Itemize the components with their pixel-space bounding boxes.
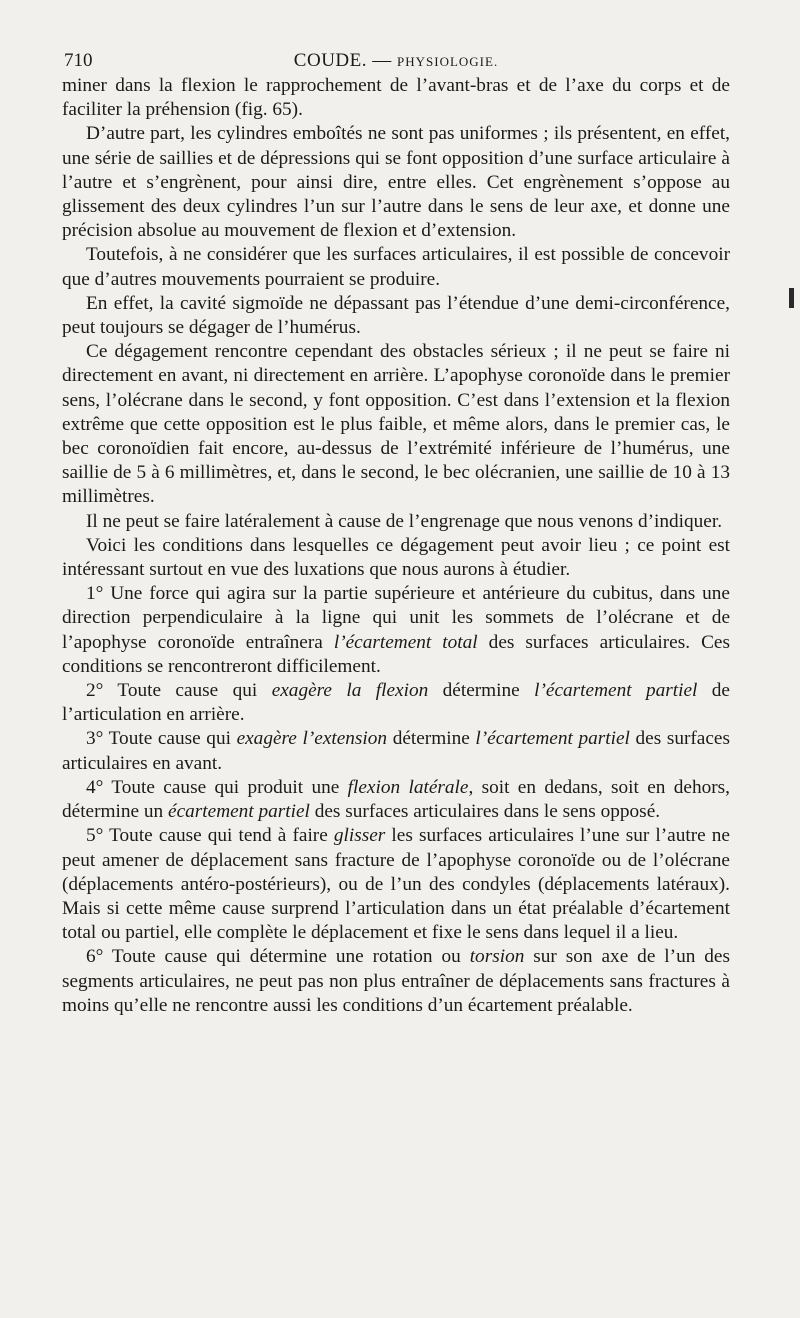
text-run: de l’articulation en arrière. xyxy=(62,680,730,726)
text-run: 5° Toute cause qui tend à faire xyxy=(86,825,334,847)
italic-phrase: glisser xyxy=(333,825,386,847)
text-run: 4° Toute cause qui produit une xyxy=(86,776,348,798)
text-run: 3° Toute cause qui xyxy=(86,728,237,750)
paragraph xyxy=(62,679,730,727)
text-run: des surfaces articulaires dans le sens opposé. xyxy=(309,801,661,823)
text-run: Voici les conditions dans lesquelles ce dégagement peut avoir lieu ; ce point est intéressant surtout en vue des luxations que nous aurons à étudier. xyxy=(62,534,730,581)
text-run: 6° Toute cause qui détermine une rotation ou xyxy=(86,946,470,968)
text-run: détermine xyxy=(428,680,535,702)
running-title-section: PHYSIOLOGIE. xyxy=(397,54,499,69)
text-run: En effet, la cavité sigmoïde ne dépassant pas l’étendue d’une demi-circonférence, peut toujours se dégager de l’humérus. xyxy=(62,292,730,339)
text-run: Toutefois, à ne considérer que les surfaces articulaires, il est possible de concevoir que d’autres mouvements pourraient se produire. xyxy=(62,244,730,290)
paragraph xyxy=(62,243,730,291)
running-header xyxy=(62,44,730,74)
text-run: 1° Une force qui agira sur la partie supérieure et antérieure du cubitus, dans une direction perpendiculaire à la ligne qui unit les sommets de l’olécrane et de l’apophyse coronoïde entraînera xyxy=(62,583,730,653)
paragraph xyxy=(62,122,730,243)
paragraph xyxy=(62,824,730,945)
text-run: miner dans la flexion le rapprochement de l’avant-bras et de l’axe du corps et de faciliter la préhension (fig. 65). xyxy=(62,75,730,121)
text-run: , soit en dedans, soit en dehors, détermine un xyxy=(62,776,730,823)
text-run: 2° Toute cause qui xyxy=(86,680,272,702)
text-run: détermine xyxy=(387,728,476,750)
italic-phrase: l’écartement partiel xyxy=(475,728,630,750)
running-title-main: COUDE. xyxy=(293,50,367,71)
text-run: sur son axe de l’un des segments articulaires, ne peut pas non plus entraîner de déplacements sans fractures à moins qu’elle ne rencontre aussi les conditions d’un écartement préalable. xyxy=(62,946,730,1016)
text-run: des surfaces articulaires. Ces conditions se rencontreront difficilement. xyxy=(62,631,730,677)
italic-phrase: l’écartement partiel xyxy=(534,680,698,702)
italic-phrase: l’écartement total xyxy=(333,631,478,653)
paragraph xyxy=(62,510,730,534)
paragraph xyxy=(62,74,730,122)
paragraph xyxy=(62,340,730,509)
text-run: Il ne peut se faire latéralement à cause de l’engrenage que nous venons d’indiquer. xyxy=(86,510,723,532)
text-run: D’autre part, les cylindres emboîtés ne sont pas uniformes ; ils présentent, en effet, une série de saillies et de dépressions qui se font opposition d’une surface articulaire à l’autre et s’engrènent, pour ainsi dire, entre elles. Cet engrènement s’oppose au glissement des deux cylindres l’un sur l’autre dans le sens de leur axe, et donne une précision absolue au mouvement de flexion et d’extension. xyxy=(62,123,730,242)
running-title-dash: — xyxy=(367,50,397,71)
paragraph xyxy=(62,534,730,582)
italic-phrase: exagère la flexion xyxy=(271,680,429,702)
italic-phrase: écartement partiel xyxy=(168,801,310,823)
page-edge-mark xyxy=(789,288,794,308)
running-title xyxy=(62,50,730,72)
paragraph xyxy=(62,582,730,679)
paragraph xyxy=(62,727,730,775)
paragraph xyxy=(62,292,730,340)
body-text xyxy=(62,74,730,1018)
page-number: 710 xyxy=(64,50,93,71)
text-run: les surfaces articulaires l’une sur l’autre ne peut amener de déplacement sans fracture de l’apophyse coronoïde ou de l’olécrane (déplacements antéro-postérieurs), ou de l’un des condyles (déplacements latéraux). Mais si cette même cause surprend l’articulation dans un état préalable d’écartement total ou partiel, elle complète le déplacement et fixe le sens dans lequel il a lieu. xyxy=(62,825,730,944)
paragraph xyxy=(62,945,730,1018)
text-run: Ce dégagement rencontre cependant des obstacles sérieux ; il ne peut se faire ni directement en avant, ni directement en arrière. L’apophyse coronoïde dans le premier sens, l’olécrane dans le second, y font opposition. C’est dans l’extension et la flexion extrême que cette opposition est le plus faible, et même alors, dans le premier cas, le bec coronoïdien fait encore, au-dessus de l’extrémité inférieure de l’humérus, une saillie de 5 à 6 millimètres, et, dans le second, le bec olécranien, une saillie de 10 à 13 millimètres. xyxy=(62,341,730,508)
italic-phrase: torsion xyxy=(469,946,525,968)
paragraph xyxy=(62,776,730,824)
italic-phrase: flexion latérale xyxy=(347,776,469,798)
italic-phrase: exagère l’extension xyxy=(236,728,388,750)
text-run: des surfaces articulaires en avant. xyxy=(62,728,730,774)
